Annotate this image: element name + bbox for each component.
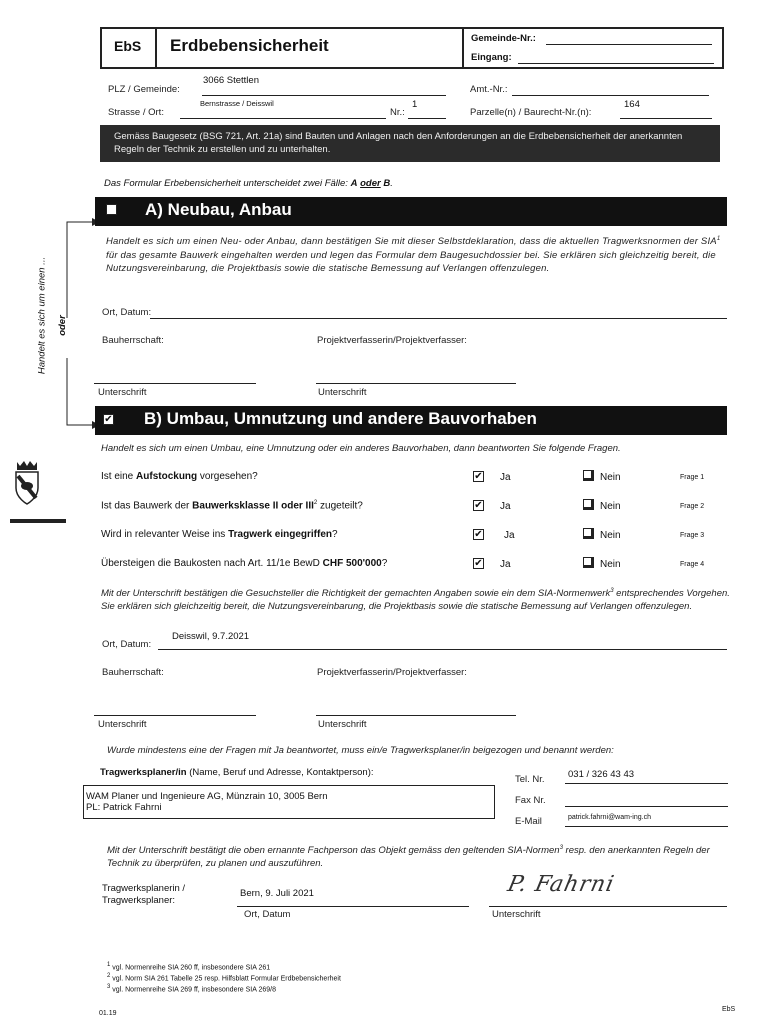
tragwerk-confirm [107, 842, 727, 870]
section-a-text-1: Handelt es sich um einen Neu- oder Anbau, dann bestätigen Sie mit dieser Selbstdeklaration, dass die aktuellen Tragwerksnormen der SIA [106, 236, 717, 248]
email-label: E-Mail [515, 816, 542, 827]
b-ort-datum-field[interactable] [158, 649, 727, 650]
header-divider-1 [155, 29, 157, 67]
a-bauherrschaft-label: Bauherrschaft: [102, 335, 164, 346]
q2-nein-checkbox[interactable] [583, 499, 594, 510]
planer-date-value: Bern, 9. Juli 2021 [240, 888, 314, 899]
nr-value: 1 [412, 99, 418, 110]
section-a-sup: 1 [716, 236, 721, 242]
q1-nein-checkbox[interactable] [583, 470, 594, 481]
q1-nein-label: Nein [600, 472, 621, 483]
q4-frage: Frage 4 [680, 561, 705, 568]
crest-rule [10, 519, 66, 523]
header-divider-2 [462, 29, 464, 67]
q3-frage: Frage 3 [680, 532, 705, 539]
planer-label-1: Tragwerksplanerin / [102, 883, 186, 894]
q2-ja-checkbox[interactable]: ✔ [474, 500, 483, 511]
parzelle-field[interactable] [620, 118, 712, 119]
plz-label: PLZ / Gemeinde: [108, 84, 180, 95]
b-unterschrift-1-field[interactable] [94, 715, 256, 716]
signature: P. Fahrni [505, 872, 617, 897]
tragwerk-name-line1: WAM Planer und Ingenieure AG, Münzrain 10, 3005 Bern [86, 791, 328, 802]
notice-text: Gemäss Baugesetz (BSG 721, Art. 21a) sind Bauten und Anlagen nach den Anforderungen an die Erdbebensicherheit der anerkannten Regeln der Technik zu erstellen und zu unterhalten. [114, 131, 683, 155]
fn3-text: vgl. Normenreihe SIA 269 ff, insbesondere SIA 269/8 [110, 986, 276, 994]
q4-ja-label: Ja [500, 559, 511, 570]
parzelle-value: 164 [624, 99, 640, 110]
q3-pre: Wird in relevanter Weise ins [101, 529, 229, 540]
q1-post: vorgesehen? [197, 471, 258, 482]
q3-nein-checkbox[interactable] [583, 528, 594, 539]
strasse-label: Strasse / Ort: [108, 107, 164, 118]
strasse-field[interactable] [180, 118, 386, 119]
q2-ja-label: Ja [500, 501, 511, 512]
side-vertical-label: Handelt es sich um einen ... [36, 256, 48, 375]
b-ort-datum-value: Deisswil, 9.7.2021 [172, 631, 250, 642]
q2-nein-label: Nein [600, 501, 621, 512]
t-confirm-1: Mit der Unterschrift bestätigt die oben ernannte Fachperson das Objekt gemäss den geltenden SIA-Normen [107, 845, 560, 857]
email-field[interactable] [565, 826, 728, 827]
q4-nein-label: Nein [600, 559, 621, 570]
tel-field[interactable] [565, 783, 728, 784]
q3-nein-label: Nein [600, 530, 621, 541]
intro-oder: oder [360, 178, 381, 189]
question-3 [101, 529, 338, 540]
q1-ja-checkbox[interactable]: ✔ [474, 471, 483, 482]
planer-label-2: Tragwerksplaner: [102, 895, 176, 906]
q1-frage: Frage 1 [680, 474, 705, 481]
b-projektverfasser-label: Projektverfasserin/Projektverfasser: [317, 667, 467, 678]
t-confirm-sup: 3 [559, 845, 563, 851]
b-confirm-2: entsprechendes Vorgehen. Sie erklären sich gleichzeitig bereit, die Nutzungsvereinbarung, die Projektbasis sowie die statische Bemessung auf Verlangen offenzulegen. [101, 588, 730, 613]
section-a-checkbox[interactable] [106, 204, 117, 215]
tel-value: 031 / 326 43 43 [568, 769, 635, 780]
fn2-text: vgl. Norm SIA 261 Tabelle 25 resp. Hilfsblatt Formular Erdbebensicherheit [110, 975, 341, 983]
eingang-field[interactable] [518, 63, 714, 64]
nr-label: Nr.: [390, 107, 405, 118]
a-unterschrift-1-label: Unterschrift [98, 387, 147, 398]
fn1-text: vgl. Normenreihe SIA 260 ff, insbesondere SIA 261 [110, 964, 271, 972]
tragwerk-label-bold: Tragwerksplaner/in [100, 767, 187, 778]
section-b-confirm [101, 585, 731, 613]
a-ort-datum-label: Ort, Datum: [102, 307, 152, 318]
planer-ort-datum-label: Ort, Datum [244, 909, 291, 920]
tragwerk-name-line2: PL: Patrick Fahrni [86, 802, 162, 813]
amt-label: Amt.-Nr.: [470, 84, 508, 95]
footnote-1 [107, 962, 270, 971]
footer-code: EbS [722, 1006, 736, 1013]
q4-ja-checkbox[interactable]: ✔ [474, 558, 483, 569]
tel-label: Tel. Nr. [515, 774, 545, 785]
fax-field[interactable] [565, 806, 728, 807]
section-b-checkbox[interactable]: ✔ [104, 414, 113, 425]
intro-line [104, 178, 393, 189]
a-unterschrift-2-field[interactable] [316, 383, 516, 384]
side-oder: oder [56, 315, 68, 336]
question-2 [101, 500, 363, 511]
fax-label: Fax Nr. [515, 795, 546, 806]
gemeinde-nr-field[interactable] [546, 44, 712, 45]
form-code: EbS [114, 38, 142, 54]
planer-date-field[interactable] [237, 906, 469, 907]
footnote-3 [107, 984, 276, 993]
section-b-title: B) Umbau, Umnutzung und andere Bauvorhaben [144, 409, 537, 428]
plz-field[interactable] [202, 95, 446, 96]
a-unterschrift-2-label: Unterschrift [318, 387, 367, 398]
parzelle-label: Parzelle(n) / Baurecht-Nr.(n): [470, 107, 592, 118]
strasse-value: Bernstrasse / Deisswil [200, 99, 274, 108]
footnote-2 [107, 973, 341, 982]
a-projektverfasser-label: Projektverfasserin/Projektverfasser: [317, 335, 467, 346]
tragwerk-note: Wurde mindestens eine der Fragen mit Ja beantwortet, muss ein/e Tragwerksplaner/in beigezogen und benannt werden: [107, 745, 614, 756]
planer-unterschrift-field[interactable] [489, 906, 727, 907]
b-confirm-sup: 3 [610, 588, 614, 594]
q3-post: ? [332, 529, 338, 540]
intro-b: B [383, 178, 391, 189]
q2-frage: Frage 2 [680, 503, 705, 510]
planer-unterschrift-label: Unterschrift [492, 909, 541, 920]
q2-sup: 2 [313, 500, 318, 506]
q2-pre: Ist das Bauwerk der [101, 500, 193, 512]
nr-field[interactable] [408, 118, 446, 119]
intro-dot: . [390, 178, 393, 189]
q4-nein-checkbox[interactable] [583, 557, 594, 568]
b-unterschrift-1-label: Unterschrift [98, 719, 147, 730]
fn1-num: 1 [107, 962, 111, 968]
form-title: Erdbebensicherheit [170, 36, 329, 55]
tragwerk-label-rest: (Name, Beruf und Adresse, Kontaktperson): [186, 767, 374, 778]
q2-post: zugeteilt? [317, 500, 363, 512]
intro-text: Das Formular Erbebensicherheit unterscheidet zwei Fälle: [104, 178, 348, 189]
q3-bold: Tragwerk eingegriffen [228, 529, 333, 540]
q4-post: ? [381, 558, 388, 569]
b-ort-datum-label: Ort, Datum: [102, 639, 152, 650]
q3-ja-checkbox[interactable]: ✔ [474, 529, 483, 540]
fn3-num: 3 [107, 984, 111, 990]
bern-crest-icon [12, 460, 42, 506]
amt-field[interactable] [512, 95, 709, 96]
q4-bold: CHF 500'000 [322, 558, 382, 569]
b-confirm-1: Mit der Unterschrift bestätigen die Gesuchsteller die Richtigkeit der gemachten Angaben sowie ein dem SIA-Normenwerk [101, 588, 611, 600]
q1-bold: Aufstockung [136, 471, 198, 482]
q3-ja-label: Ja [504, 530, 515, 541]
a-ort-datum-field[interactable] [150, 318, 727, 319]
eingang-label: Eingang: [471, 52, 512, 63]
question-4 [101, 558, 387, 569]
section-a-text-2: für das gesamte Bauwerk eingehalten werden und legen das Formular dem Baugesuchdossier bei. Sie erklären sich gleichzeitig bereit, die Nutzungsvereinbarung, die Projektbasis sowie die statische Bemessung auf Verlangen offenzulegen. [106, 249, 716, 275]
a-unterschrift-1-field[interactable] [94, 383, 256, 384]
section-a-text [106, 233, 726, 276]
intro-a: A [350, 178, 358, 189]
fn2-num: 2 [107, 973, 111, 979]
section-a-title: A) Neubau, Anbau [145, 200, 292, 219]
email-value: patrick.fahrni@wam-ing.ch [568, 814, 651, 821]
gemeinde-nr-label: Gemeinde-Nr.: [471, 33, 536, 44]
tragwerk-label [100, 767, 374, 778]
b-unterschrift-2-field[interactable] [316, 715, 516, 716]
footer-version: 01.19 [99, 1010, 117, 1017]
question-1 [101, 471, 258, 482]
t-confirm-2: resp. den anerkannten Regeln der Technik zu überprüfen, zu planen und auszuführen. [107, 845, 710, 870]
plz-value: 3066 Stettlen [203, 75, 259, 86]
q1-pre: Ist eine [101, 471, 137, 482]
q1-ja-label: Ja [500, 472, 511, 483]
section-b-intro: Handelt es sich um einen Umbau, eine Umnutzung oder ein anderes Bauvorhaben, dann beantworten Sie folgende Fragen. [101, 443, 621, 454]
q4-pre: Übersteigen die Baukosten nach Art. 11/1e BewD [101, 558, 323, 569]
b-unterschrift-2-label: Unterschrift [318, 719, 367, 730]
b-bauherrschaft-label: Bauherrschaft: [102, 667, 164, 678]
q2-bold: Bauwerksklasse II oder III [192, 500, 314, 512]
